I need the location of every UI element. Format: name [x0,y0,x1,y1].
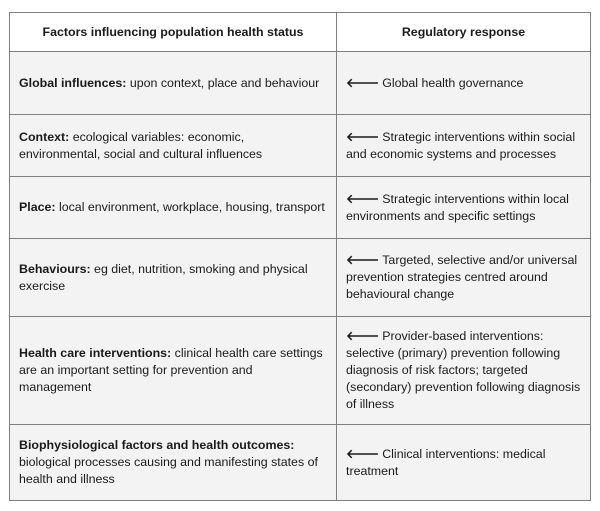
arrow-left-icon: 🡐 [346,253,380,267]
factor-name: Context: [19,129,70,144]
response-cell [337,115,591,177]
response-text: Targeted, selective and/or universal prevention strategies centred around behavioural change [346,253,578,301]
factors-column-header: Factors influencing population health status [10,13,337,52]
response-text: Clinical interventions: medical treatment [346,446,546,478]
factor-cell [10,425,337,501]
table-row [10,317,591,425]
factor-description: local environment, workplace, housing, transport [55,200,325,214]
response-cell [337,425,591,501]
factor-name: Behaviours: [19,261,91,276]
factor-cell [10,177,337,239]
factor-name: Health care interventions: [19,346,172,360]
table-row [10,115,591,177]
factor-cell [10,239,337,317]
arrow-left-icon: 🡐 [346,329,380,343]
arrow-left-icon: 🡐 [346,191,380,206]
response-column-header: Regulatory response [337,13,591,52]
factor-description: ecological variables: economic, environmental, social and cultural influences [19,129,263,161]
factor-cell [10,115,337,177]
factor-description: eg diet, nutrition, smoking and physical exercise [19,261,308,293]
factor-name: Place: [19,200,56,214]
header-row [10,13,591,52]
response-cell [337,177,591,239]
response-cell [337,52,591,115]
response-text: Strategic interventions within social and economic systems and processes [346,129,576,161]
arrow-left-icon: 🡐 [346,75,380,90]
factor-description: biological processes causing and manifesting states of health and illness [19,455,318,486]
factor-cell [10,52,337,115]
arrow-left-icon: 🡐 [346,446,380,461]
table-row [10,239,591,317]
response-text: Strategic interventions within local environments and specific settings [346,191,569,223]
response-cell [337,239,591,317]
factor-name: Global influences: [19,75,127,90]
response-text: Provider-based interventions: selective (primary) prevention following diagnosis of risk factors; targeted (secondary) prevention following diagnosis of illness [346,329,581,411]
table-row [10,52,591,115]
response-cell [337,317,591,425]
table-row [10,425,591,501]
factors-table [9,12,591,501]
factor-cell [10,317,337,425]
factor-name: Biophysiological factors and health outcomes: [19,438,295,452]
table-row [10,177,591,239]
factor-description: clinical health care settings are an important setting for prevention and management [19,346,323,394]
factor-description: upon context, place and behaviour [126,75,320,90]
arrow-left-icon: 🡐 [346,129,380,144]
response-text: Global health governance [382,75,524,90]
